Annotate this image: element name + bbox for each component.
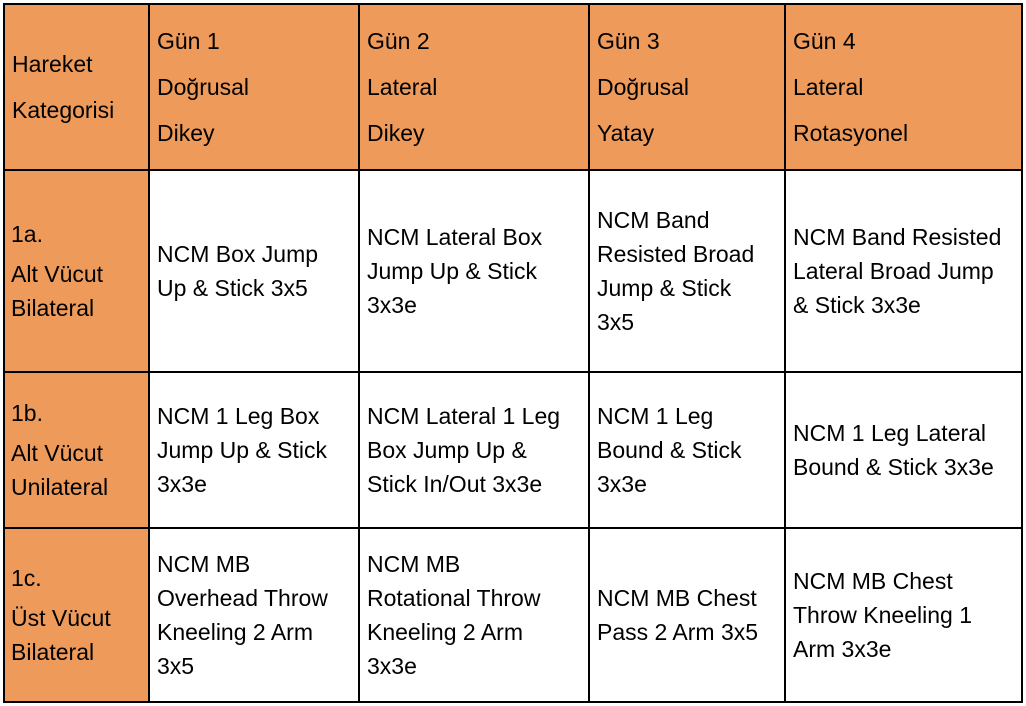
exercise-cell: [359, 372, 589, 528]
exercise-line: Jump & Stick: [597, 275, 732, 301]
category-cell-1b: [4, 372, 149, 528]
exercise-line: Box Jump Up &: [367, 437, 527, 463]
day-2-plane: Dikey: [367, 120, 425, 146]
category-region: Alt Vücut: [11, 440, 104, 466]
category-number: 1a.: [11, 221, 43, 247]
day-4-direction: Lateral: [793, 74, 864, 100]
day-4-plane: Rotasyonel: [793, 120, 909, 146]
exercise-line: NCM Box Jump: [157, 241, 319, 267]
exercise-line: 3x3e: [157, 471, 207, 497]
day-4-title: Gün 4: [793, 28, 856, 54]
header-row: [4, 4, 1022, 170]
exercise-line: Bound & Stick 3x3e: [793, 454, 994, 480]
header-day-1: [149, 4, 359, 170]
exercise-line: Rotational Throw: [367, 585, 541, 611]
exercise-line: Jump Up & Stick: [157, 437, 327, 463]
exercise-line: Arm 3x3e: [793, 636, 892, 662]
category-cell-1c: [4, 528, 149, 702]
exercise-line: Kneeling 2 Arm: [367, 619, 523, 645]
category-region: Üst Vücut: [11, 605, 111, 631]
exercise-line: NCM MB Chest: [597, 585, 757, 611]
header-day-3: [589, 4, 785, 170]
category-region: Alt Vücut: [11, 261, 104, 287]
day-2-direction: Lateral: [367, 74, 438, 100]
exercise-line: Stick In/Out 3x3e: [367, 471, 543, 497]
corner-label-line-1: Hareket: [12, 51, 93, 77]
exercise-line: NCM 1 Leg: [597, 403, 714, 429]
day-1-direction: Doğrusal: [157, 74, 250, 100]
day-3-direction: Doğrusal: [597, 74, 690, 100]
day-1-title: Gün 1: [157, 28, 220, 54]
exercise-line: NCM Lateral 1 Leg: [367, 403, 561, 429]
exercise-line: NCM MB: [367, 551, 461, 577]
table-row-1a: [4, 170, 1022, 372]
exercise-line: Pass 2 Arm 3x5: [597, 619, 759, 645]
header-day-2: [359, 4, 589, 170]
exercise-cell: [359, 528, 589, 702]
exercise-cell: [149, 528, 359, 702]
exercise-line: NCM 1 Leg Lateral: [793, 420, 987, 446]
exercise-cell: [785, 372, 1022, 528]
exercise-line: NCM Band: [597, 207, 710, 233]
category-cell-1a: [4, 170, 149, 372]
exercise-line: Lateral Broad Jump: [793, 258, 994, 284]
exercise-line: NCM MB Chest: [793, 568, 953, 594]
exercise-line: NCM Band Resisted: [793, 224, 1002, 250]
day-1-plane: Dikey: [157, 120, 215, 146]
exercise-cell: [785, 528, 1022, 702]
table-row-1c: [4, 528, 1022, 702]
exercise-line: & Stick 3x3e: [793, 292, 921, 318]
exercise-cell: [589, 528, 785, 702]
header-day-4: [785, 4, 1022, 170]
exercise-cell: [359, 170, 589, 372]
exercise-line: NCM MB: [157, 551, 251, 577]
exercise-line: Jump Up & Stick: [367, 258, 537, 284]
exercise-cell: [149, 170, 359, 372]
category-type: Unilateral: [11, 474, 109, 500]
exercise-line: 3x5: [157, 653, 195, 679]
day-3-title: Gün 3: [597, 28, 660, 54]
day-3-plane: Yatay: [597, 120, 655, 146]
exercise-line: Throw Kneeling 1: [793, 602, 972, 628]
exercise-line: NCM Lateral Box: [367, 224, 543, 250]
exercise-line: Bound & Stick: [597, 437, 742, 463]
exercise-cell: [785, 170, 1022, 372]
exercise-line: NCM 1 Leg Box: [157, 403, 320, 429]
exercise-line: 3x3e: [367, 292, 417, 318]
exercise-line: 3x3e: [597, 471, 647, 497]
exercise-cell: [149, 372, 359, 528]
category-type: Bilateral: [11, 295, 95, 321]
exercise-line: 3x5: [597, 309, 635, 335]
day-2-title: Gün 2: [367, 28, 430, 54]
header-corner-cell: [4, 4, 149, 170]
exercise-cell: [589, 170, 785, 372]
category-number: 1c.: [11, 565, 42, 591]
exercise-line: Up & Stick 3x5: [157, 275, 308, 301]
category-type: Bilateral: [11, 639, 95, 665]
exercise-line: Kneeling 2 Arm: [157, 619, 313, 645]
exercise-line: Resisted Broad: [597, 241, 755, 267]
category-number: 1b.: [11, 400, 43, 426]
exercise-cell: [589, 372, 785, 528]
corner-label-line-2: Kategorisi: [12, 97, 115, 123]
exercise-line: 3x3e: [367, 653, 417, 679]
table-row-1b: [4, 372, 1022, 528]
movement-category-table: [3, 3, 1023, 703]
exercise-line: Overhead Throw: [157, 585, 328, 611]
